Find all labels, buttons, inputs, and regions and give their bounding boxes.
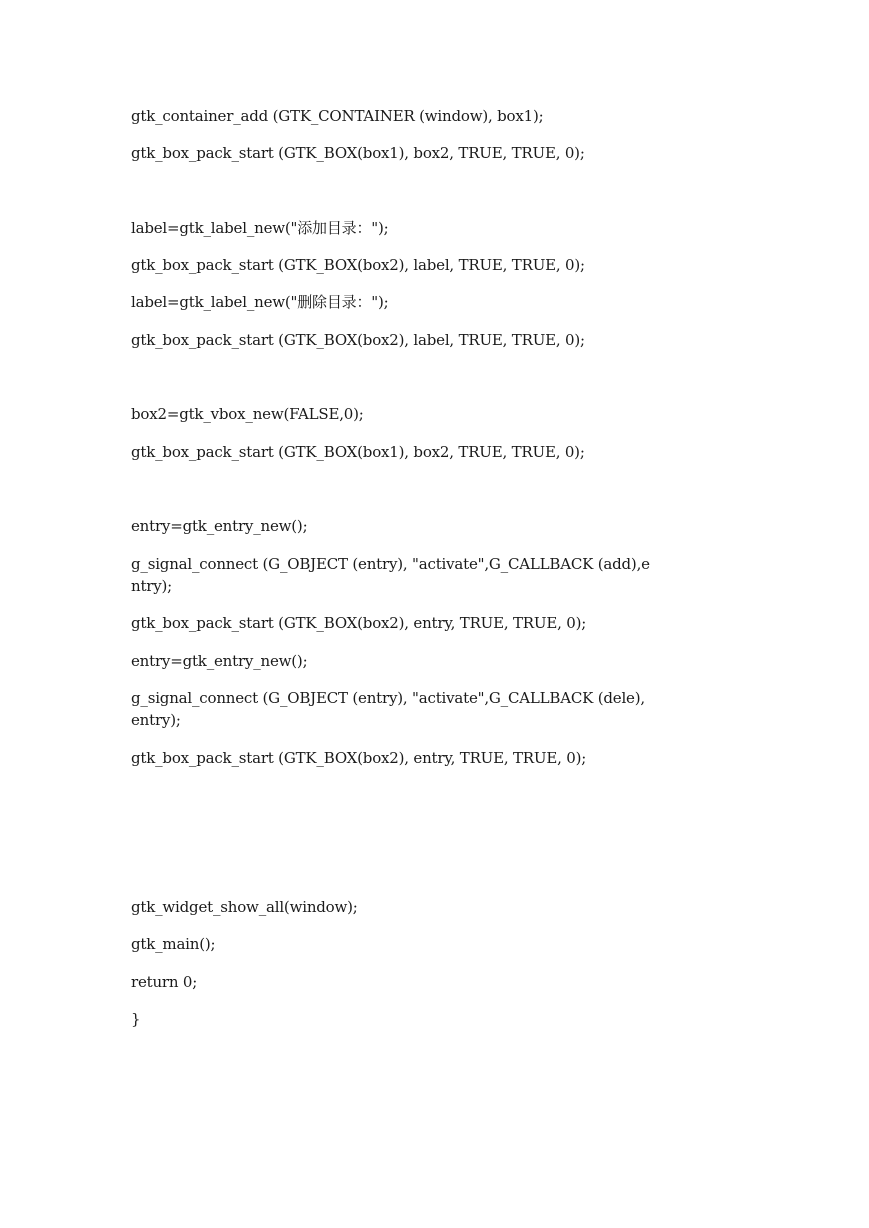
code-line-pack-entry-1: gtk_box_pack_start (GTK_BOX(box2), entry, TRUE, TRUE, 0); [131, 614, 587, 632]
code-line-entry-new-1: entry=gtk_entry_new(); [131, 517, 308, 535]
code-line-show-all: gtk_widget_show_all(window); [131, 898, 358, 916]
code-line-pack-label-delete: gtk_box_pack_start (GTK_BOX(box2), label, TRUE, TRUE, 0); [131, 331, 585, 349]
code-line-pack-label-add: gtk_box_pack_start (GTK_BOX(box2), label, TRUE, TRUE, 0); [131, 256, 585, 274]
code-line-pack-box2-into-box1: gtk_box_pack_start (GTK_BOX(box1), box2, TRUE, TRUE, 0); [131, 144, 585, 162]
code-line-entry-new-2: entry=gtk_entry_new(); [131, 652, 308, 670]
code-line-return: return 0; [131, 973, 198, 991]
code-line-gtk-main: gtk_main(); [131, 935, 216, 953]
code-line-label-delete-dir: label=gtk_label_new("删除目录："); [131, 293, 389, 311]
code-line-vbox-new: box2=gtk_vbox_new(FALSE,0); [131, 405, 364, 423]
code-line-signal-dele: g_signal_connect (G_OBJECT (entry), "activate",G_CALLBACK (dele),entry); [131, 689, 645, 729]
code-line-pack-entry-2: gtk_box_pack_start (GTK_BOX(box2), entry, TRUE, TRUE, 0); [131, 749, 587, 767]
code-line-signal-add: g_signal_connect (G_OBJECT (entry), "activate",G_CALLBACK (add),entry); [131, 555, 650, 595]
code-line-label-add-dir: label=gtk_label_new("添加目录："); [131, 219, 389, 237]
code-line-pack-vbox: gtk_box_pack_start (GTK_BOX(box1), box2, TRUE, TRUE, 0); [131, 443, 585, 461]
code-line-container-add: gtk_container_add (GTK_CONTAINER (window), box1); [131, 107, 544, 125]
code-line-closing-brace: } [131, 1010, 141, 1028]
